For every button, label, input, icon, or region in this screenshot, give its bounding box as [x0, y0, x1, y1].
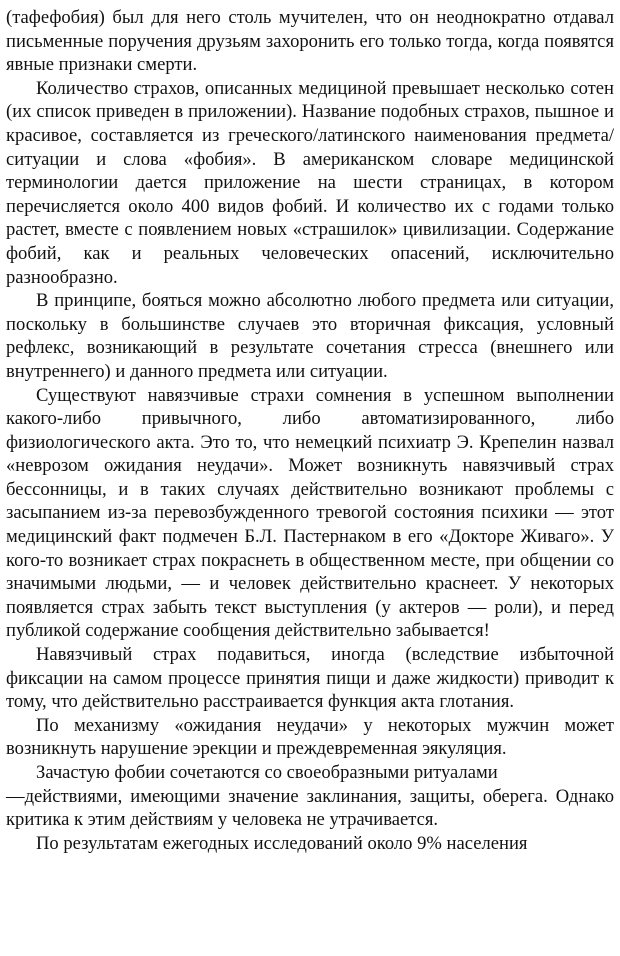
paragraph-5: Навязчивый страх подавиться, иногда (вследствие избыточной фиксации на самом процессе принятия пищи и даже жидкости) приводит к тому, что действительно расстраивается функция акта глотания. [6, 644, 614, 713]
paragraph-4: Существуют навязчивые страхи сомнения в успешном выполнении какого-либо привычного, либо автоматизированного, либо физиологического акта. Это то, что немецкий психиатр Э. Крепелин назвал «неврозом ожидания неудачи». Может возникнуть навязчивый страх бессонницы, и в таких случаях действительно возникают проблемы с засыпанием из-за перевозбужденного тревогой состояния психики — этот медицинский факт подмечен Б.Л. Пастернаком в его «Докторе Живаго». У кого-то возникает страх покраснеть в общественном месте, при общении со значимыми людьми, — и человек действительно краснеет. У некоторых появляется страх забыть текст выступления (у актеров — роли), и перед публикой содержание сообщения действительно забывается! [6, 384, 614, 642]
paragraph-7: Зачастую фобии сочетаются со своеобразными ритуалами [36, 762, 498, 783]
paragraph-2: Количество страхов, описанных медициной превышает несколько сотен (их список приведен в приложении). Название подобных страхов, пышное и красивое, составляется из греческого/латинского наименования предмета/ситуации и слова «фобия». В американском словаре медицинской терминологии дается приложение на шести страницах, в котором перечисляется около 400 видов фобий. И количество их с годами только растет, вместе с появлением новых «страшилок» цивилизации. Содержание фобий, как и реальных человеческих опасений, исключительно разнообразно. [6, 77, 614, 288]
paragraph-9: По результатам ежегодных исследований около 9% населения [36, 832, 528, 854]
paragraph-3: В принципе, бояться можно абсолютно любого предмета или ситуации, поскольку в большинстве случаев это вторичная фиксация, условный рефлекс, возникающий в результате сочетания стресса (внешнего или внутреннего) и данного предмета или ситуации. [6, 290, 614, 382]
paragraph-1: (тафефобия) был для него столь мучителен, что он неоднократно отдавал письменные поручения друзьям захоронить его только тогда, когда появятся явные признаки смерти. [6, 7, 614, 76]
paragraph-6: По механизму «ожидания неудачи» у некоторых мужчин может возникнуть нарушение эрекции и преждевременная эякуляция. [6, 714, 614, 760]
paragraph-8: —действиями, имеющими значение заклинания, защиты, оберега. Однако критика к этим действиям у человека не утрачивается. [6, 785, 614, 831]
